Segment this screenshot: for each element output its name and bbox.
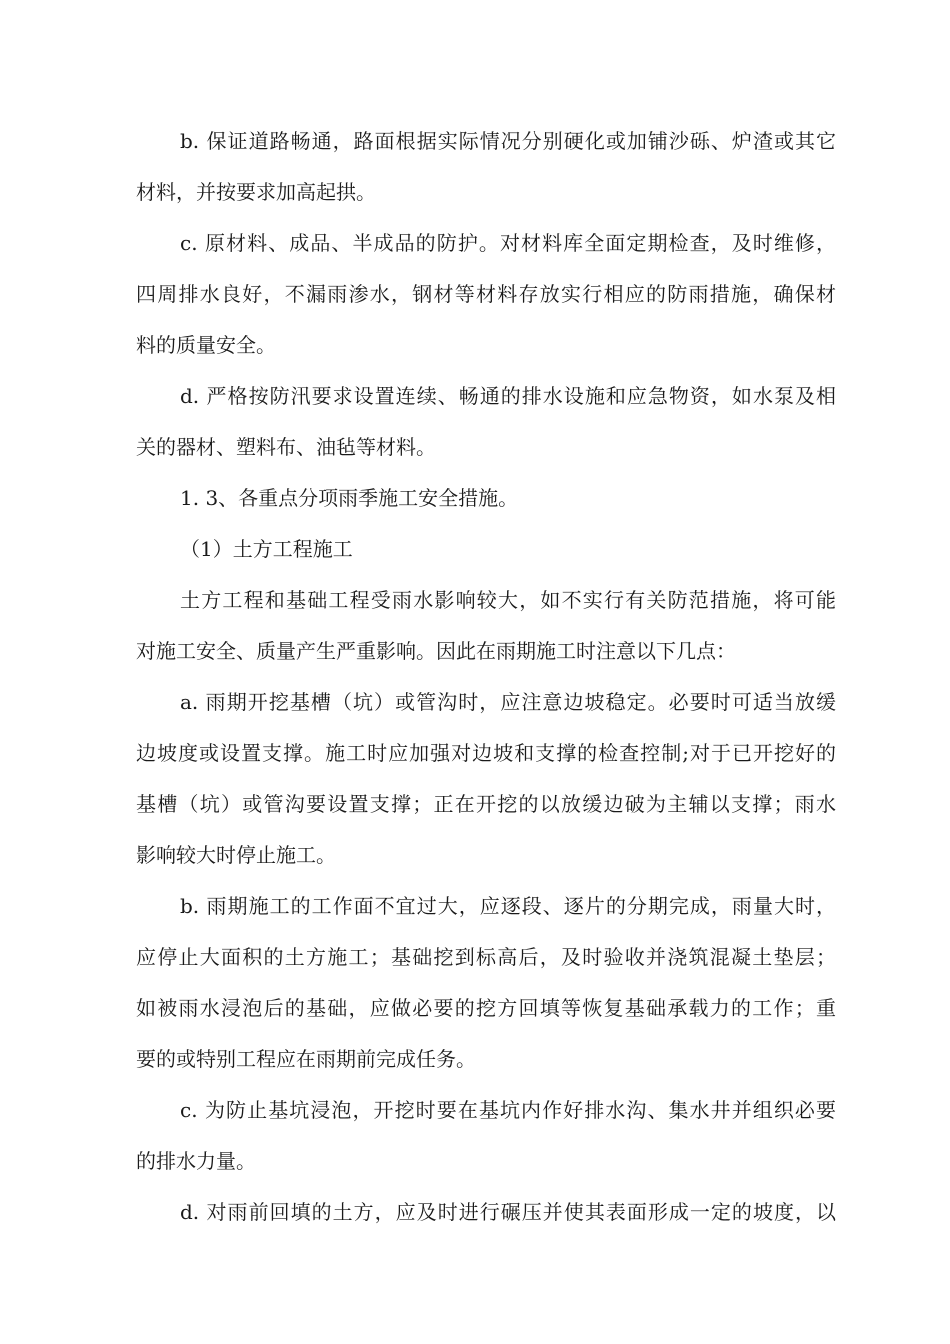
item-c-line-2: 的排水力量。 — [136, 1149, 256, 1173]
paragraph-c-line-2: 四周排水良好，不漏雨渗水，钢材等材料存放实行相应的防雨措施，确保材 — [136, 282, 836, 306]
paragraph-d-line-1: d. 严格按防汛要求设置连续、畅通的排水设施和应急物资，如水泵及相 — [180, 384, 836, 408]
intro-paragraph-line-2: 对施工安全、质量产生严重影响。因此在雨期施工时注意以下几点： — [136, 639, 736, 663]
paragraph-c-line-3: 料的质量安全。 — [136, 333, 276, 357]
section-heading-1-3: 1. 3、各重点分项雨季施工安全措施。 — [180, 486, 519, 510]
item-a-line-3: 基槽（坑）或管沟要设置支撑；正在开挖的以放缓边破为主辅以支撑；雨水 — [136, 792, 836, 816]
item-a-line-1: a. 雨期开挖基槽（坑）或管沟时，应注意边坡稳定。必要时可适当放缓 — [180, 690, 836, 714]
paragraph-d-line-2: 关的器材、塑料布、油毡等材料。 — [136, 435, 436, 459]
item-c-line-1: c. 为防止基坑浸泡，开挖时要在基坑内作好排水沟、集水井并组织必要 — [180, 1098, 836, 1122]
paragraph-c-line-1: c. 原材料、成品、半成品的防护。对材料库全面定期检查，及时维修， — [180, 231, 836, 255]
item-b-line-2: 应停止大面积的土方施工；基础挖到标高后，及时验收并浇筑混凝土垫层； — [136, 945, 836, 969]
paragraph-b-line-2: 材料，并按要求加高起拱。 — [136, 180, 376, 204]
item-b-line-4: 要的或特别工程应在雨期前完成任务。 — [136, 1047, 476, 1071]
item-d-line-1: d. 对雨前回填的土方，应及时进行碾压并使其表面形成一定的坡度，以 — [180, 1200, 836, 1224]
item-a-line-2: 边坡度或设置支撑。施工时应加强对边坡和支撑的检查控制;对于已开挖好的 — [136, 741, 836, 765]
item-b-line-3: 如被雨水浸泡后的基础，应做必要的挖方回填等恢复基础承载力的工作；重 — [136, 996, 836, 1020]
subsection-heading-earthwork: （1）土方工程施工 — [180, 537, 353, 561]
item-a-line-4: 影响较大时停止施工。 — [136, 843, 336, 867]
paragraph-b-line-1: b. 保证道路畅通，路面根据实际情况分别硬化或加铺沙砾、炉渣或其它 — [180, 129, 836, 153]
item-b-line-1: b. 雨期施工的工作面不宜过大，应逐段、逐片的分期完成，雨量大时， — [180, 894, 836, 918]
intro-paragraph-line-1: 土方工程和基础工程受雨水影响较大，如不实行有关防范措施，将可能 — [180, 588, 836, 612]
